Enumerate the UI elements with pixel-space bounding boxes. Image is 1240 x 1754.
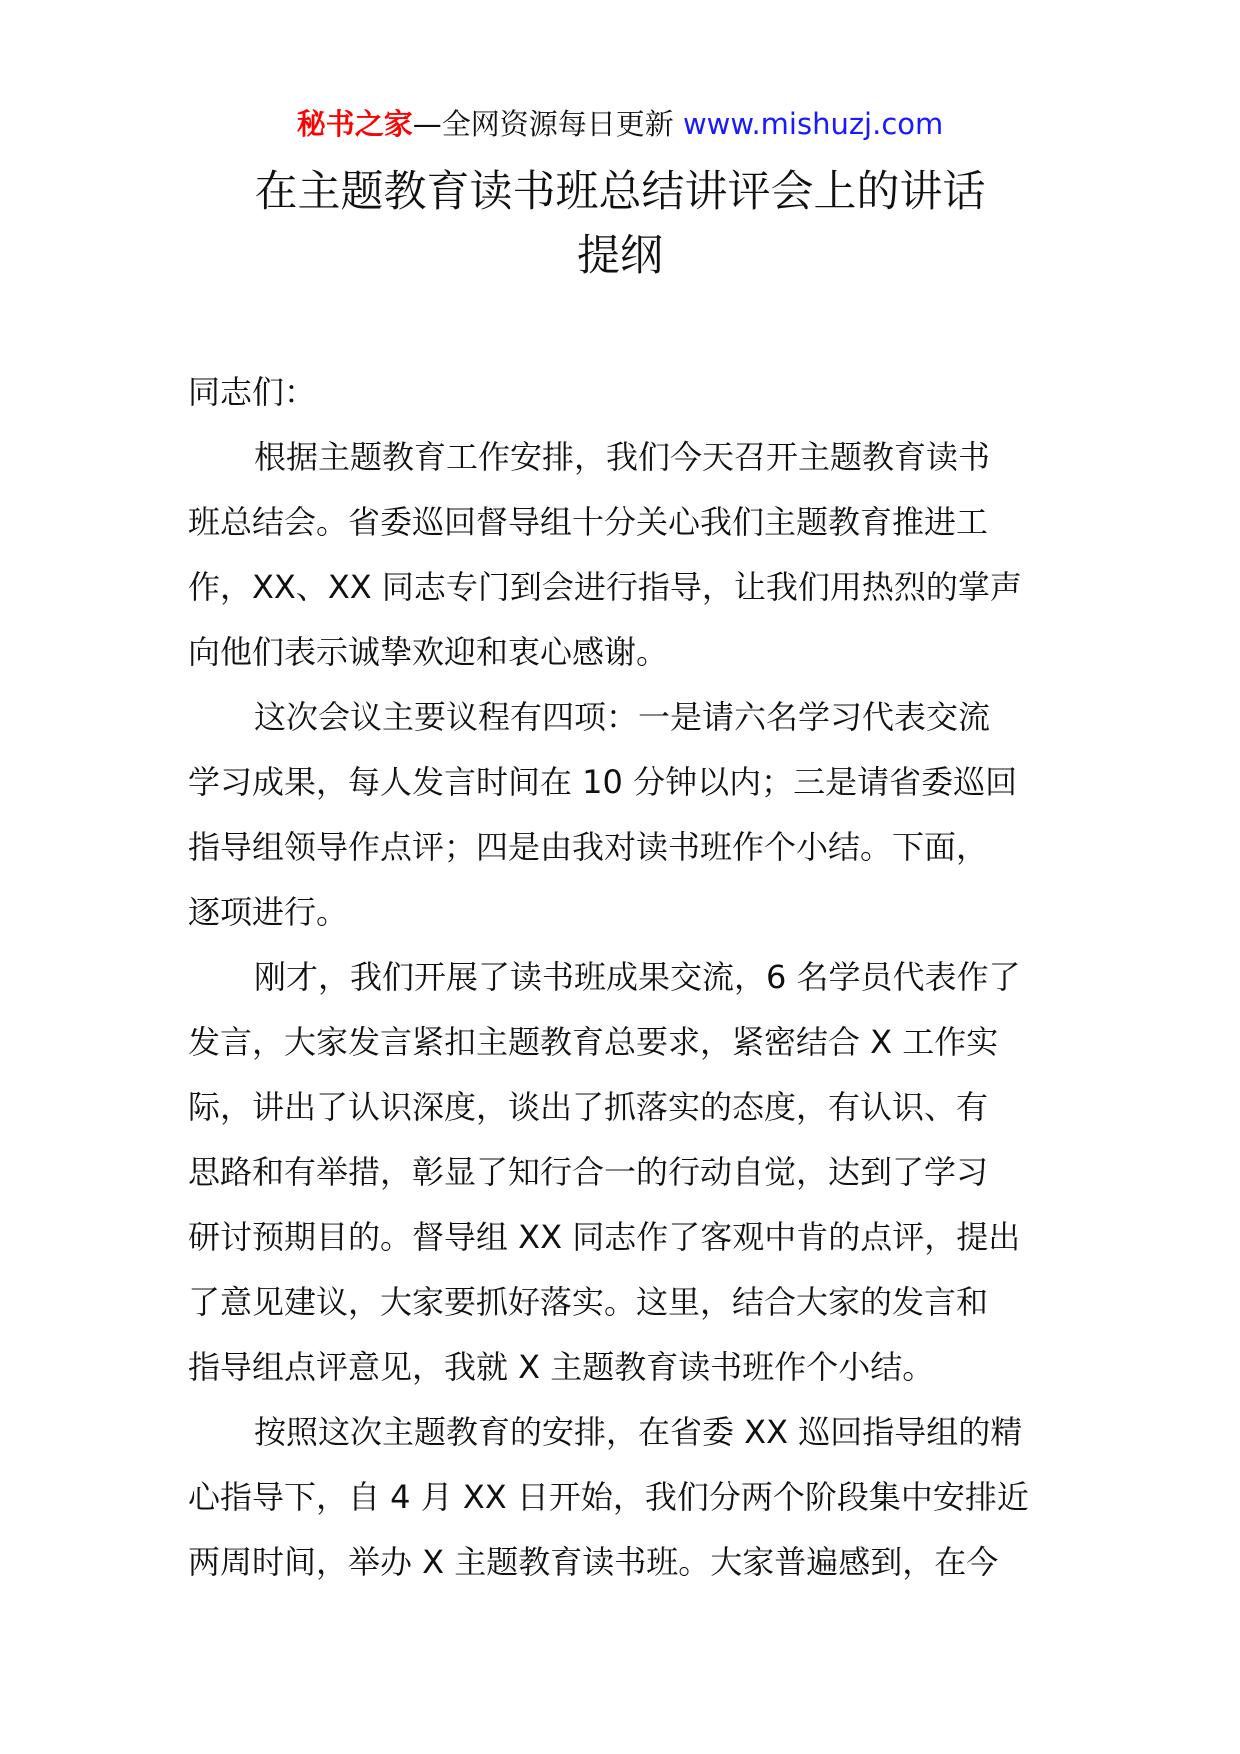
salutation: 同志们： — [188, 373, 317, 411]
paragraph — [188, 945, 1058, 1400]
paragraph-line: 际，讲出了认识深度，谈出了抓落实的态度，有认识、有 — [188, 1088, 989, 1126]
brand-name: 秘书之家 — [296, 107, 413, 141]
title-line-1: 在主题教育读书班总结讲评会上的讲话 — [254, 167, 986, 217]
paragraph-line: 研讨预期目的。督导组 XX 同志作了客观中肯的点评，提出 — [188, 1218, 1021, 1256]
title-line-2: 提纲 — [577, 231, 663, 281]
paragraph-line: 指导组领导作点评；四是由我对读书班作个小结。下面， — [188, 828, 989, 866]
paragraph-line: 根据主题教育工作安排，我们今天召开主题教育读书 — [254, 438, 991, 476]
paragraph-line: 作，XX、XX 同志专门到会进行指导，让我们用热烈的掌声 — [188, 568, 1022, 606]
paragraph-line: 发言，大家发言紧扣主题教育总要求，紧密结合 X 工作实 — [188, 1023, 999, 1061]
paragraph-line: 按照这次主题教育的安排，在省委 XX 巡回指导组的精 — [254, 1413, 1023, 1451]
paragraph — [188, 425, 1058, 685]
paragraph-line: 逐项进行。 — [188, 893, 349, 931]
site-url-link[interactable]: www.mishuzj.com — [682, 107, 944, 141]
header-tagline: —全网资源每日更新 — [412, 107, 683, 141]
paragraph-line: 了意见建议，大家要抓好落实。这里，结合大家的发言和 — [188, 1283, 989, 1321]
paragraph — [188, 1400, 1058, 1595]
paragraph-line: 这次会议主要议程有四项：一是请六名学习代表交流 — [254, 698, 991, 736]
paragraph-line: 指导组点评意见，我就 X 主题教育读书班作个小结。 — [188, 1348, 935, 1386]
document-title — [0, 160, 1240, 288]
paragraph — [188, 685, 1058, 945]
paragraph-line: 刚才，我们开展了读书班成果交流，6 名学员代表作了 — [254, 958, 1021, 996]
site-header — [0, 104, 1240, 144]
paragraph-line: 向他们表示诚挚欢迎和衷心感谢。 — [188, 633, 669, 671]
paragraph-line: 班总结会。省委巡回督导组十分关心我们主题教育推进工 — [188, 503, 989, 541]
paragraph-line: 思路和有举措，彰显了知行合一的行动自觉，达到了学习 — [188, 1153, 989, 1191]
paragraph-line: 心指导下，自 4 月 XX 日开始，我们分两个阶段集中安排近 — [188, 1478, 1029, 1516]
document-body — [188, 360, 1058, 1595]
paragraph-line: 两周时间，举办 X 主题教育读书班。大家普遍感到，在今 — [188, 1543, 999, 1581]
paragraph-line: 学习成果，每人发言时间在 10 分钟以内；三是请省委巡回 — [188, 763, 1018, 801]
